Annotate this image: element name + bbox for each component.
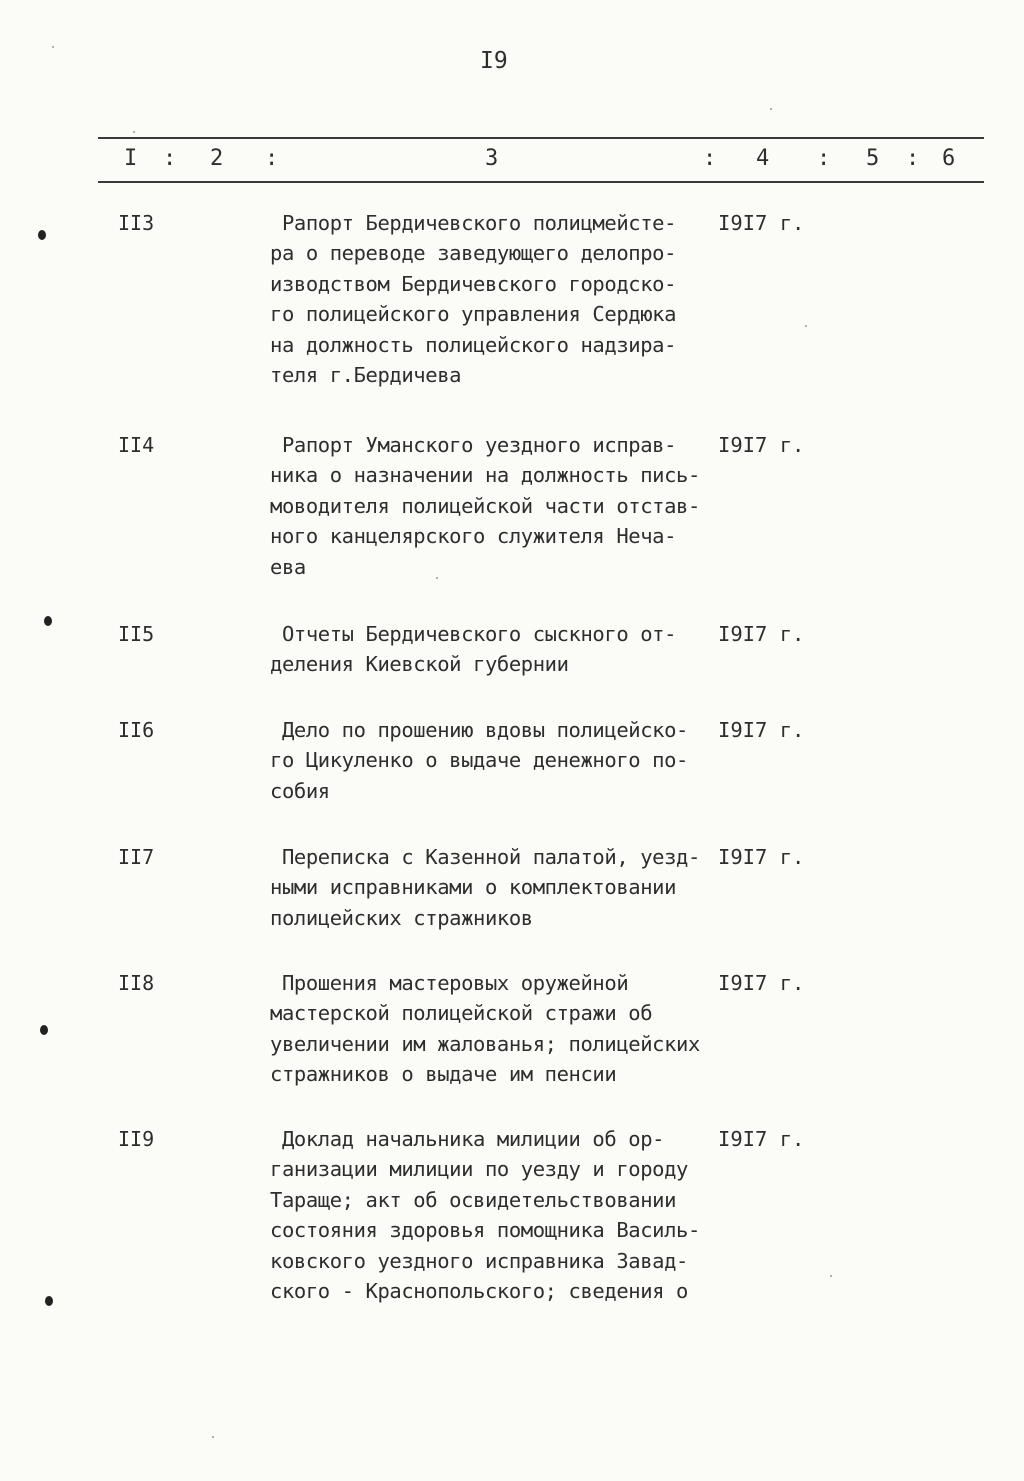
entry-description: Рапорт Уманского уездного исправ- ника о назначении на должность пись- моводителя полицейской части отстав- ного канцелярского служителя Неча- ева (270, 433, 700, 579)
entry-date: I9I7 г. (718, 718, 805, 742)
scan-speck (436, 577, 438, 579)
punch-hole-mark (38, 230, 46, 240)
scan-speck (770, 108, 772, 110)
entry-date: I9I7 г. (718, 1127, 805, 1151)
column-6-label: 6 (942, 146, 956, 171)
entry-date: I9I7 г. (718, 971, 805, 995)
punch-hole-mark (44, 616, 52, 626)
column-2-label: 2 (210, 146, 224, 171)
entry-date: I9I7 г. (718, 433, 805, 457)
entry-number: II6 (118, 718, 155, 742)
entry-date: I9I7 г. (718, 622, 805, 646)
entry-description: Переписка с Казенной палатой, уезд- ными исправниками о комплектовании полицейских стражников (270, 845, 700, 930)
column-1-label: I (124, 146, 138, 171)
entry-number: II8 (118, 971, 155, 995)
entry-description: Дело по прошению вдовы полицейско- го Цикуленко о выдаче денежного по- собия (270, 718, 688, 803)
entry-number: II3 (118, 211, 155, 235)
entry-date: I9I7 г. (718, 211, 805, 235)
entry-description: Доклад начальника милиции об ор- ганизации милиции по уезду и городу Тараще; акт об освидетельствовании состояния здоровья помощника Василь- ковского уездного исправника Завад- ского - Краснопольского; сведения о (270, 1127, 700, 1304)
column-separator: : (265, 146, 279, 171)
entry-number: II5 (118, 622, 155, 646)
column-4-label: 4 (756, 146, 770, 171)
entry-number: II7 (118, 845, 155, 869)
entry-number: II4 (118, 433, 155, 457)
scan-speck (133, 131, 135, 133)
column-separator: : (817, 146, 831, 171)
scan-speck (830, 1275, 832, 1277)
column-5-label: 5 (866, 146, 880, 171)
punch-hole-mark (40, 1025, 48, 1035)
punch-hole-mark (45, 1296, 53, 1306)
entry-number: II9 (118, 1127, 155, 1151)
header-top-rule (98, 137, 984, 139)
entry-description: Отчеты Бердичевского сыскного от- деления Киевской губернии (270, 622, 677, 677)
column-separator: : (906, 146, 920, 171)
column-3-label: 3 (485, 146, 499, 171)
entry-date: I9I7 г. (718, 845, 805, 869)
scan-speck (212, 1436, 214, 1438)
scan-speck (52, 46, 54, 48)
entry-description: Прошения мастеровых оружейной мастерской полицейской стражи об увеличении им жалованья; полицейских стражников о выдаче им пенсии (270, 971, 700, 1087)
column-separator: : (703, 146, 717, 171)
page-number: I9 (480, 48, 508, 74)
header-bottom-rule (98, 181, 984, 183)
column-separator: : (163, 146, 177, 171)
scan-speck (805, 325, 807, 327)
entry-description: Рапорт Бердичевского полицмейсте- ра о переводе заведующего делопро- изводством Бердичевского городско- го полицейского управления Сердюка на должность полицейского надзира- теля г.Бердичева (270, 211, 677, 388)
